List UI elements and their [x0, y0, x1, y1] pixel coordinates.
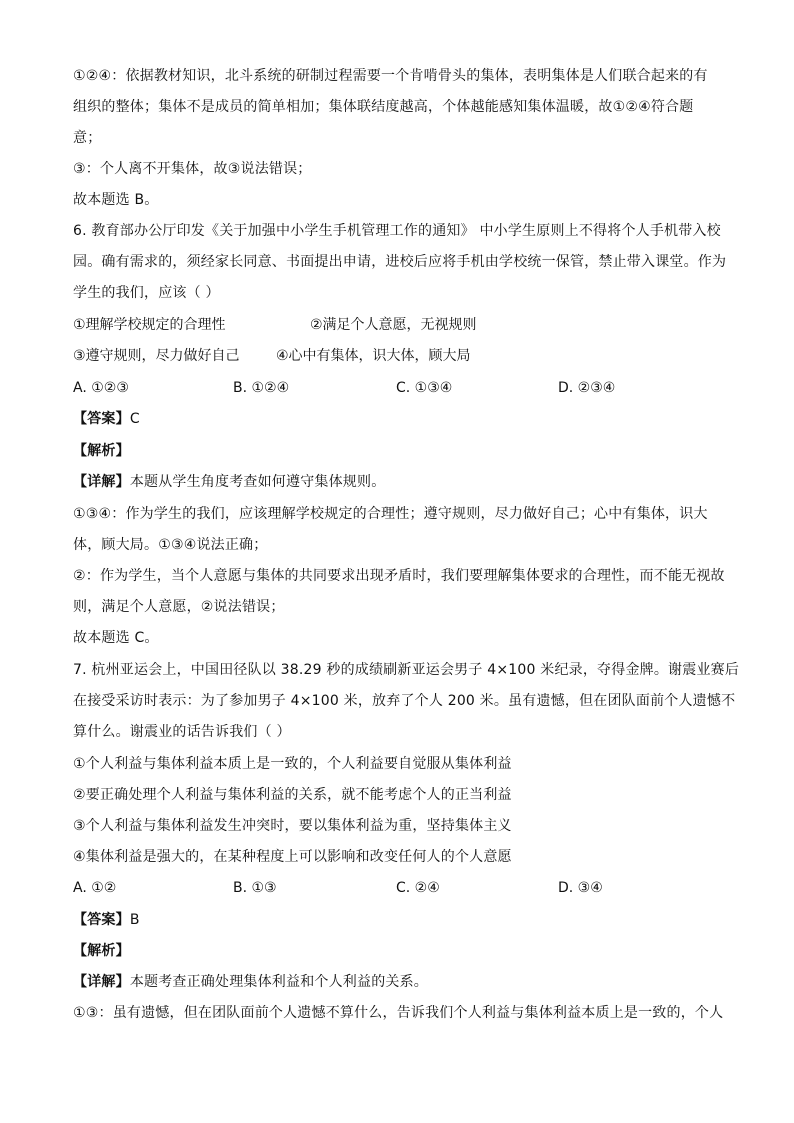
q7-option-b: B. ①③	[233, 880, 277, 896]
q7-statement-1: ①个人利益与集体利益本质上是一致的，个人利益要自觉服从集体利益	[73, 756, 512, 772]
text-line: 意；	[73, 130, 102, 146]
text-line: ③：个人离不开集体，故③说法错误；	[73, 161, 312, 177]
q7-explanation: ①③：虽有遗憾，但在团队面前个人遗憾不算什么，告诉我们个人利益与集体利益本质上是一致的，个人	[73, 1005, 724, 1021]
q7-answer	[73, 910, 140, 930]
question-7-stem: 算什么。谢震业的话告诉我们（ ）	[73, 724, 291, 740]
q7-detail	[73, 972, 428, 992]
q7-statement-3: ③个人利益与集体利益发生冲突时，要以集体利益为重，坚持集体主义	[73, 818, 512, 834]
q7-option-d: D. ③④	[558, 880, 603, 896]
detail-text: 本题从学生角度考查如何遵守集体规则。	[129, 474, 386, 490]
answer-value: C	[129, 411, 140, 427]
text-line: ①②④：依据教材知识，北斗系统的研制过程需要一个肯啃骨头的集体，表明集体是人们联合起来的有	[73, 68, 708, 84]
q6-statement-3: ③遵守规则，尽力做好自己	[73, 348, 240, 364]
text-line: 组织的整体；集体不是成员的简单相加；集体联结度越高，个体越能感知集体温暖，故①②④符合题	[73, 99, 694, 115]
q6-explanation: 则，满足个人意愿，②说法错误；	[73, 599, 285, 615]
text-line: 故本题选 B。	[73, 192, 159, 208]
q7-statement-4: ④集体利益是强大的，在某种程度上可以影响和改变任何人的个人意愿	[73, 849, 512, 865]
question-6-stem: 园。确有需求的，须经家长同意、书面提出申请，进校后应将手机由学校统一保管，禁止带入课堂。作为	[73, 254, 727, 270]
question-6-stem: 6. 教育部办公厅印发《关于加强中小学生手机管理工作的通知》 中小学生原则上不得将个人手机带入校	[73, 223, 721, 239]
q7-option-a: A. ①②	[73, 880, 117, 896]
detail-text: 本题考查正确处理集体利益和个人利益的关系。	[129, 974, 429, 990]
q6-answer	[73, 409, 140, 429]
q7-statement-2: ②要正确处理个人利益与集体利益的关系，就不能考虑个人的正当利益	[73, 787, 512, 803]
question-7-stem: 在接受采访时表示：为了参加男子 4×100 米，放弃了个人 200 米。虽有遗憾，但在团队面前个人遗憾不	[73, 693, 736, 709]
answer-tag: 【答案】	[73, 912, 130, 928]
q6-explanation: ①③④：作为学生的我们，应该理解学校规定的合理性；遵守规则，尽力做好自己；心中有集体，识大	[73, 506, 708, 522]
answer-tag: 【答案】	[73, 411, 130, 427]
q6-statement-2: ②满足个人意愿，无视规则	[310, 317, 477, 333]
q7-option-c: C. ②④	[396, 880, 440, 896]
question-7-stem: 7. 杭州亚运会上，中国田径队以 38.29 秒的成绩刷新亚运会男子 4×100 米纪录，夺得金牌。谢震业赛后	[73, 662, 740, 678]
q6-statement-4: ④心中有集体，识大体，顾大局	[276, 348, 471, 364]
q6-option-b: B. ①②④	[233, 380, 290, 396]
q6-option-a: A. ①②③	[73, 380, 129, 396]
answer-value: B	[129, 912, 140, 928]
q6-statement-1: ①理解学校规定的合理性	[73, 317, 226, 333]
detail-tag: 【详解】	[73, 974, 130, 990]
q6-detail	[73, 472, 385, 492]
q6-explanation: ②：作为学生，当个人意愿与集体的共同要求出现矛盾时，我们要理解集体要求的合理性，而不能无视故	[73, 568, 725, 584]
question-6-stem: 学生的我们，应该（ ）	[73, 285, 220, 301]
detail-tag: 【详解】	[73, 474, 130, 490]
q6-option-c: C. ①③④	[396, 380, 453, 396]
q6-option-d: D. ②③④	[558, 380, 616, 396]
q6-explanation: 故本题选 C。	[73, 630, 159, 646]
q6-analysis-tag: 【解析】	[73, 443, 130, 459]
q6-explanation: 体，顾大局。①③④说法正确；	[73, 537, 268, 553]
q7-analysis-tag: 【解析】	[73, 943, 130, 959]
